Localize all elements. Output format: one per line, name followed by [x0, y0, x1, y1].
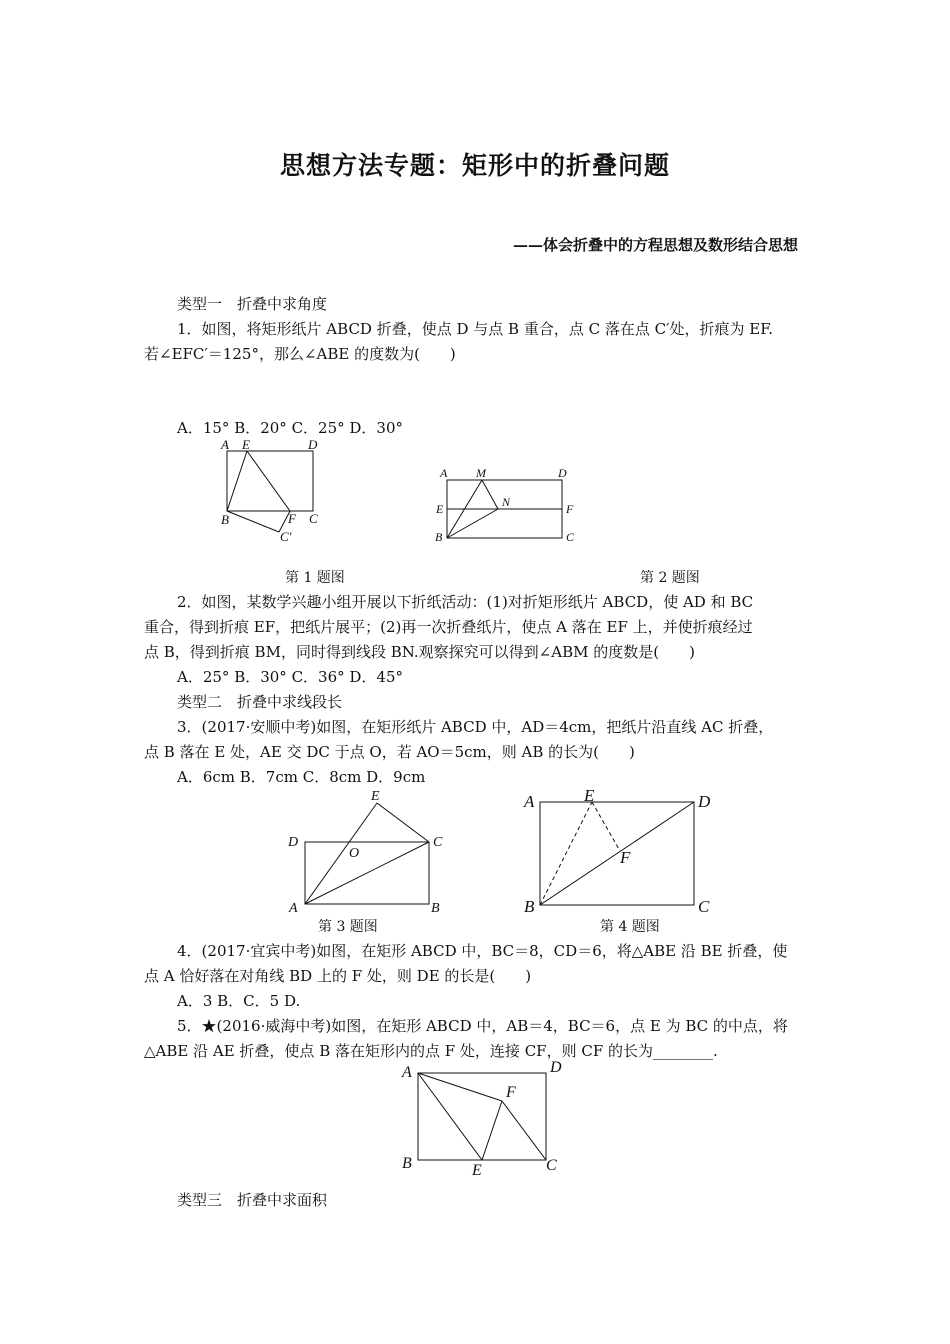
figure-2 — [432, 462, 592, 552]
q3-line2: 点 B 落在 E 处，AE 交 DC 于点 O，若 AO＝5cm，则 AB 的长为( ) — [144, 743, 635, 761]
fig5-label-F: F — [506, 1084, 516, 1101]
fig2-label-C: C — [566, 530, 575, 544]
page-title: 思想方法专题：矩形中的折叠问题 — [279, 151, 670, 180]
fig3-label-C: C — [433, 835, 443, 850]
fig3-label-B: B — [431, 901, 440, 916]
fig1-label-D: D — [308, 437, 318, 452]
fig5-label-E: E — [472, 1162, 482, 1179]
fig4-label-D: D — [698, 792, 711, 811]
fig4-label-B: B — [524, 897, 535, 916]
q1-line2: 若∠EFC′＝125°，那么∠ABE 的度数为( ) — [144, 345, 456, 363]
fig1-label-B: B — [221, 512, 229, 527]
fig3-caption: 第 3 题图 — [318, 919, 378, 935]
fig1-label-C: C — [309, 511, 318, 526]
fig2-label-F: F — [566, 502, 574, 516]
q3-options: A．6cm B．7cm C．8cm D．9cm — [177, 768, 426, 786]
figure-1 — [215, 432, 335, 547]
fig3-label-E: E — [371, 789, 380, 804]
q2-line1: 2．如图，某数学兴趣小组开展以下折纸活动：(1)对折矩形纸片 ABCD，使 AD 和 BC — [177, 593, 754, 611]
fig1-label-E: E — [242, 437, 250, 452]
figure-5 — [400, 1058, 575, 1180]
q3-line1: 3．(2017·安顺中考)如图，在矩形纸片 ABCD 中，AD＝4cm，把纸片沿直线 AC 折叠， — [177, 718, 774, 736]
fig4-label-E: E — [584, 786, 595, 805]
fig5-label-A: A — [402, 1064, 412, 1081]
fig2-caption: 第 2 题图 — [640, 570, 700, 586]
q5-line2: △ABE 沿 AE 折叠，使点 B 落在矩形内的点 F 处，连接 CF，则 CF 的长为________. — [144, 1042, 718, 1060]
q1-line1: 1．如图，将矩形纸片 ABCD 折叠，使点 D 与点 B 重合，点 C 落在点 C′处，折痕为 EF. — [177, 320, 774, 338]
fig2-label-B: B — [435, 530, 443, 544]
figure-4 — [520, 785, 710, 915]
fig5-label-D: D — [550, 1059, 562, 1076]
fig2-label-D: D — [558, 466, 567, 480]
page-subtitle: ——体会折叠中的方程思想及数形结合思想 — [512, 236, 798, 254]
fig1-label-F: F — [288, 511, 296, 526]
fig4-label-F: F — [620, 848, 631, 867]
fig1-caption: 第 1 题图 — [285, 570, 345, 586]
section-heading-3: 类型三 折叠中求面积 — [177, 1191, 328, 1209]
fig1-rect — [227, 451, 313, 511]
q4-options: A．3 B．C．5 D. — [177, 992, 301, 1010]
q4-line1: 4．(2017·宜宾中考)如图，在矩形 ABCD 中，BC＝8，CD＝6，将△ABE 沿 BE 折叠，使 — [177, 942, 788, 960]
fig5-label-B: B — [402, 1155, 412, 1172]
q4-line2: 点 A 恰好落在对角线 BD 上的 F 处，则 DE 的长是( ) — [144, 967, 532, 985]
fig2-label-A: A — [440, 466, 448, 480]
fig5-rect — [418, 1073, 546, 1160]
q1-options: A．15° B．20° C．25° D．30° — [177, 419, 404, 437]
fig2-label-M: M — [476, 466, 486, 480]
fig4-label-A: A — [524, 792, 535, 811]
section-heading-2: 类型二 折叠中求线段长 — [177, 693, 343, 711]
q2-line2: 重合，得到折痕 EF，把纸片展平；(2)再一次折叠纸片，使点 A 落在 EF 上，并使折痕经过 — [144, 618, 753, 636]
fig2-label-N: N — [502, 495, 511, 509]
fig5-label-C: C — [546, 1157, 557, 1174]
fig3-label-D: D — [288, 835, 299, 850]
fig1-label-Cprime: C′ — [280, 529, 292, 544]
fig1-label-A: A — [221, 437, 229, 452]
fig3-label-O: O — [349, 846, 360, 861]
q2-options: A．25° B．30° C．36° D．45° — [177, 668, 404, 686]
figure-3 — [285, 785, 455, 915]
fig2-label-E: E — [436, 502, 444, 516]
fig4-caption: 第 4 题图 — [600, 919, 660, 935]
section-heading-1: 类型一 折叠中求角度 — [177, 295, 328, 313]
fig3-label-A: A — [289, 901, 298, 916]
fig4-label-C: C — [698, 897, 710, 916]
q2-line3: 点 B，得到折痕 BM，同时得到线段 BN.观察探究可以得到∠ABM 的度数是( ) — [144, 643, 695, 661]
q5-line1: 5．★(2016·威海中考)如图，在矩形 ABCD 中，AB＝4，BC＝6，点 E 为 BC 的中点，将 — [177, 1017, 788, 1035]
